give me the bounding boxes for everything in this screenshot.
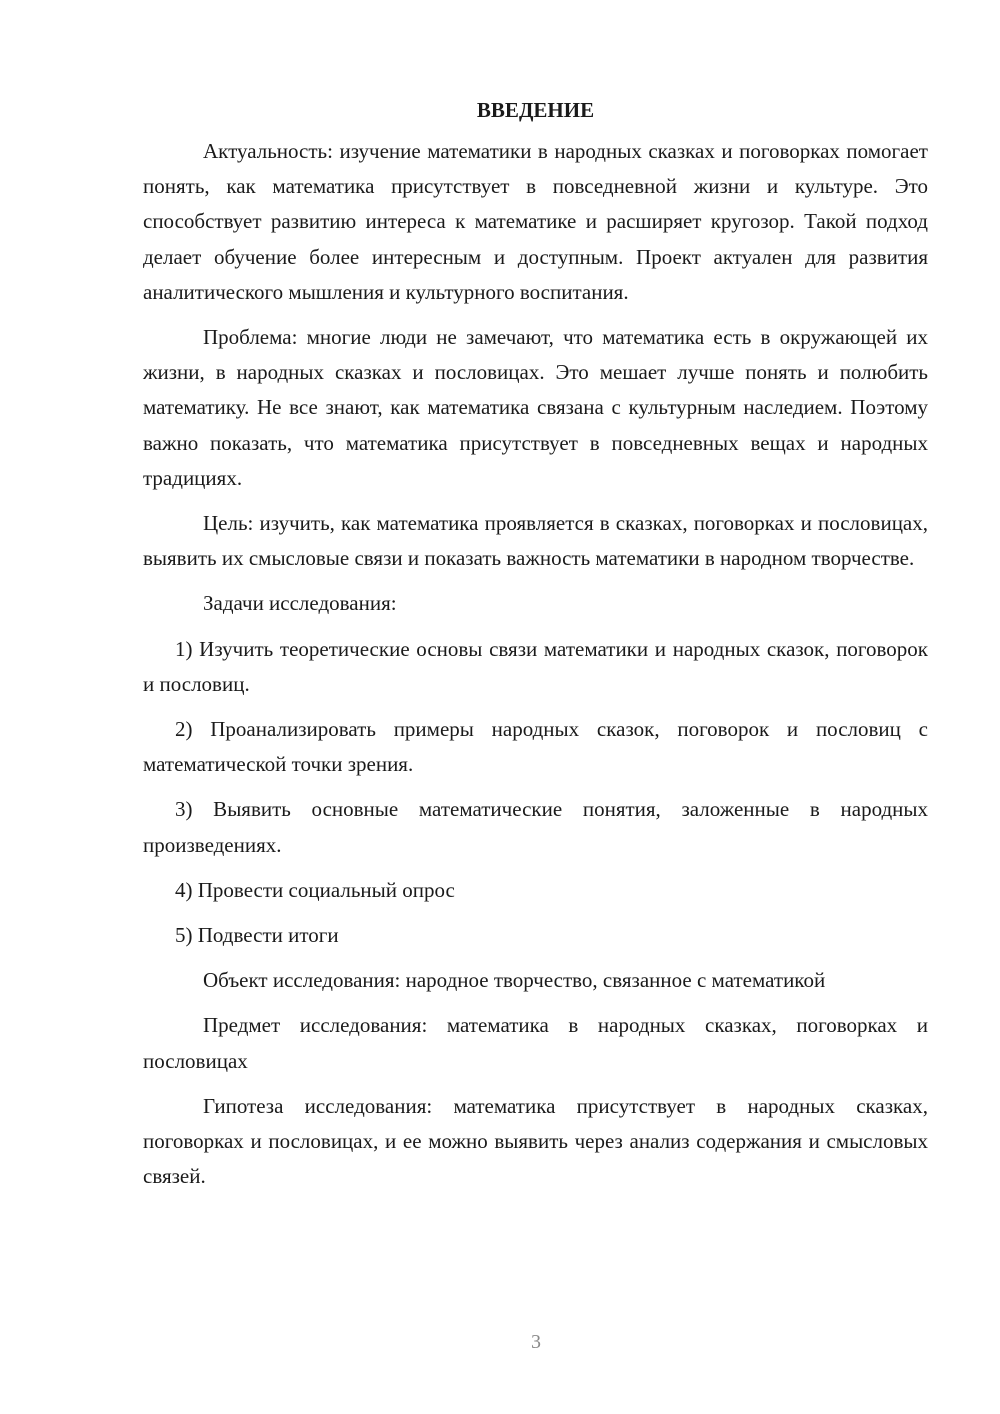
task-item-4: 4) Провести социальный опрос	[175, 877, 455, 902]
object-paragraph: Объект исследования: народное творчество, связанное с математикой	[203, 968, 826, 993]
task-item-2: 2) Проанализировать примеры народных сказок, поговорок и пословиц с математической точки зрения.	[143, 717, 928, 777]
task-item-1: 1) Изучить теоретические основы связи математики и народных сказок, поговорок и пословиц.	[143, 636, 928, 696]
task-item-5: 5) Подвести итоги	[175, 923, 339, 948]
subject-paragraph: Предмет исследования: математика в народных сказках, поговорках и пословицах	[143, 1013, 928, 1073]
hypothesis-paragraph: Гипотеза исследования: математика присутствует в народных сказках, поговорках и пословицах, и ее можно выявить через анализ содержания и смысловых связей.	[143, 1093, 928, 1189]
page-number: 3	[531, 1331, 541, 1353]
goal-paragraph: Цель: изучить, как математика проявляется в сказках, поговорках и пословицах, выявить их смысловые связи и показать важность математики в народном творчестве.	[143, 511, 928, 571]
document-page	[143, 92, 928, 1204]
page-title: ВВЕДЕНИЕ	[476, 98, 595, 122]
task-item-3: 3) Выявить основные математические понятия, заложенные в народных произведениях.	[143, 797, 928, 857]
problem-paragraph: Проблема: многие люди не замечают, что математика есть в окружающей их жизни, в народных сказках и пословицах. Это мешает лучше понять и полюбить математику. Не все знают, как математика связана с культурным наследием. Поэтому важно показать, что математика присутствует в повседневных вещах и народных традициях.	[143, 325, 928, 490]
relevance-paragraph: Актуальность: изучение математики в народных сказках и поговорках помогает понять, как математика присутствует в повседневной жизни и культуре. Это способствует развитию интереса к математике и расширяет кругозор. Такой подход делает обучение более интересным и доступным. Проект актуален для развития аналитического мышления и культурного воспитания.	[143, 139, 928, 304]
tasks-heading: Задачи исследования:	[203, 591, 397, 616]
